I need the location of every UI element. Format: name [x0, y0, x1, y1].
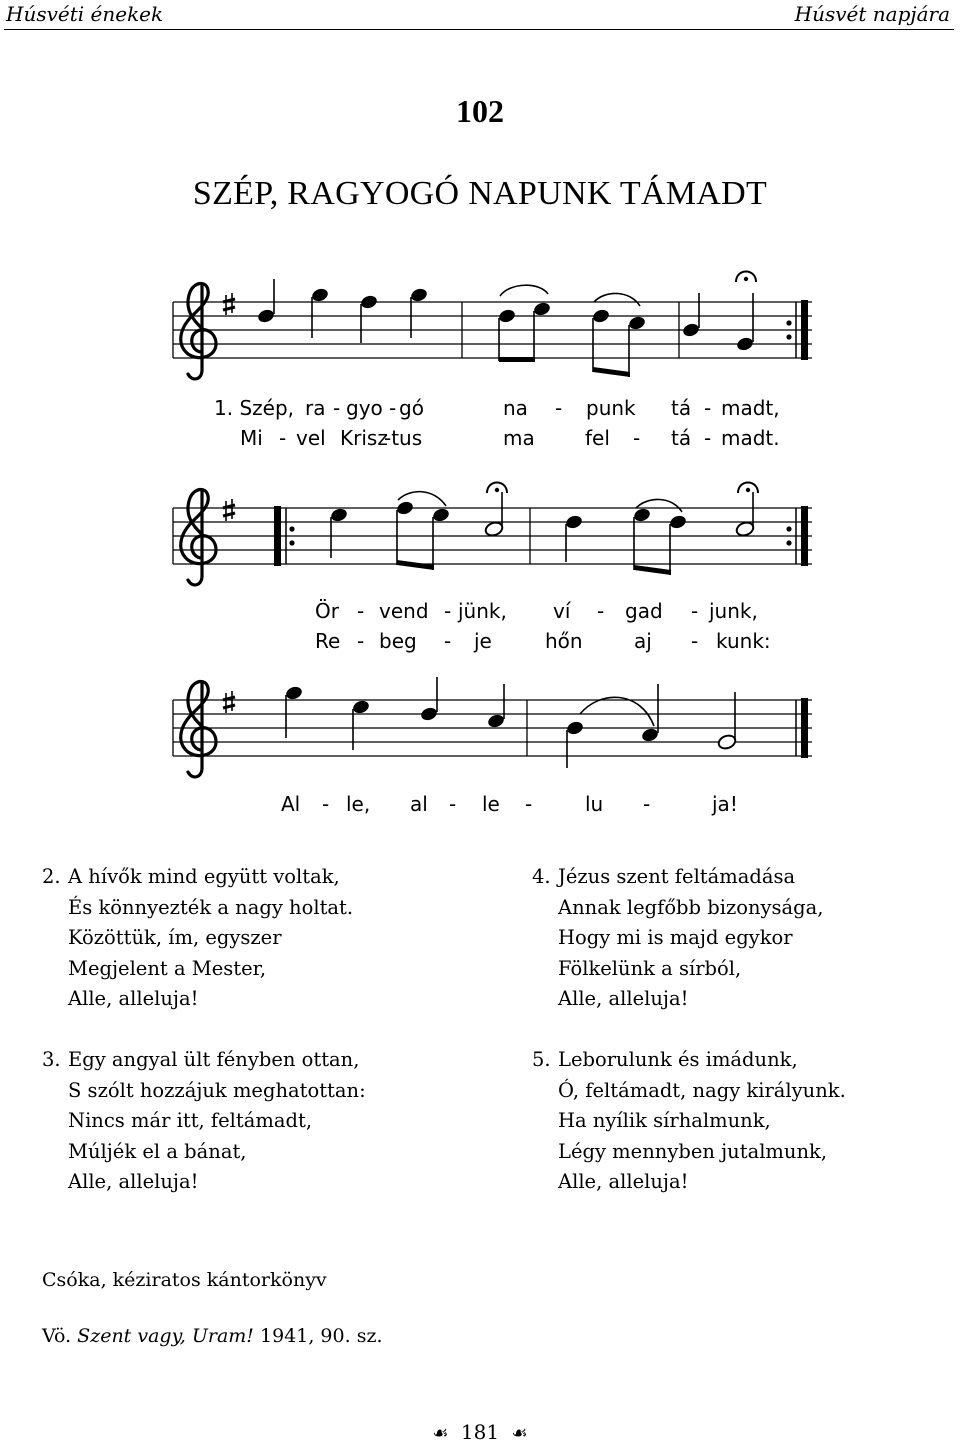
lyric-syllable: -: [597, 599, 605, 623]
lyric-syllable: le,: [346, 792, 371, 816]
verse-line: Nincs már itt, feltámadt,: [68, 1109, 313, 1133]
verse-line: Ó, feltámadt, nagy királyunk.: [558, 1078, 846, 1102]
lyric-syllable: hőn: [545, 629, 583, 653]
verse-2: [42, 862, 354, 1015]
lyric-syllable: na: [503, 396, 528, 420]
lyric-syllable: al: [410, 792, 428, 816]
lyric-syllable: beg: [379, 629, 417, 653]
page-footer: [0, 1420, 960, 1444]
lyric-syllable: -tus: [384, 426, 423, 450]
ornament-icon: ☙: [511, 1423, 528, 1444]
verse-number: 2.: [42, 865, 61, 888]
lyric-syllable: -: [691, 599, 699, 623]
lyric-syllable: junk,: [709, 599, 758, 623]
lyric-syllable: madt.: [721, 426, 780, 450]
lyric-syllable: gyo: [346, 396, 383, 420]
lyric-syllable: -: [279, 426, 287, 450]
lyric-syllable: -: [357, 629, 365, 653]
verse-line: Annak legfőbb bizonysága,: [558, 895, 824, 919]
verse-line: Közöttük, ím, egyszer: [68, 926, 282, 950]
reference-note: [42, 1325, 383, 1347]
lyric-syllable: Re: [315, 629, 341, 653]
lyric-syllable: vend: [379, 599, 429, 623]
verse-line: A hívők mind együtt voltak,: [68, 865, 340, 888]
verse-line: Egy angyal ült fényben ottan,: [68, 1048, 360, 1071]
lyric-syllable: ra: [305, 396, 326, 420]
verse-line: Hogy mi is majd egykor: [558, 926, 793, 950]
lyric-syllable: ma: [503, 426, 535, 450]
running-header-left: Húsvéti énekek: [6, 2, 164, 26]
lyric-syllable: -: [633, 426, 641, 450]
verse-line: Leborulunk és imádunk,: [558, 1048, 798, 1071]
verse-4: [532, 862, 824, 1015]
lyric-syllable: gad: [625, 599, 663, 623]
lyric-syllable: ví: [553, 599, 571, 623]
verse-line: S szólt hozzájuk meghatottan:: [68, 1078, 366, 1102]
lyric-syllable: madt,: [721, 396, 780, 420]
running-header-right: Húsvét napjára: [794, 2, 950, 26]
lyric-syllable: kunk:: [716, 629, 771, 653]
lyric-syllable: -: [643, 792, 651, 816]
lyric-syllable: -: [322, 792, 330, 816]
reference-suffix: 1941, 90. sz.: [260, 1325, 383, 1347]
verse-number: 5.: [532, 1048, 551, 1071]
lyric-syllable: -: [357, 599, 365, 623]
verse-line: Megjelent a Mester,: [68, 956, 267, 980]
reference-title: Szent vagy, Uram!: [77, 1325, 254, 1347]
page-number: 181: [460, 1420, 500, 1444]
verse-line: Jézus szent feltámadása: [558, 865, 796, 888]
verse-line: Alle, alleluja!: [68, 987, 199, 1011]
lyric-syllable: -: [444, 629, 452, 653]
lyric-syllable: tá: [671, 396, 692, 420]
lyric-syllable: tá: [671, 426, 692, 450]
lyric-syllable: -: [704, 396, 712, 420]
staff-1: [173, 272, 812, 379]
ornament-icon: ☙: [432, 1423, 449, 1444]
lyric-syllable: ja!: [712, 792, 738, 816]
reference-prefix: Vö.: [42, 1325, 72, 1347]
lyric-syllable: -: [525, 792, 533, 816]
lyric-syllable: -: [691, 629, 699, 653]
lyric-syllable: punk: [586, 396, 636, 420]
lyric-syllable: -: [389, 396, 397, 420]
lyric-syllable: 1. Szép,: [214, 396, 294, 420]
verse-line: Légy mennyben jutalmunk,: [558, 1139, 828, 1163]
lyric-syllable: -: [449, 792, 457, 816]
lyric-syllable: aj: [634, 629, 652, 653]
lyric-syllable: -: [444, 599, 452, 623]
verse-line: Ha nyílik sírhalmunk,: [558, 1109, 771, 1133]
verse-line: Alle, alleluja!: [558, 1170, 689, 1194]
verse-5: [532, 1045, 846, 1198]
verse-number: 3.: [42, 1048, 61, 1071]
verse-3: [42, 1045, 366, 1198]
lyric-syllable: Krisz: [340, 426, 388, 450]
hymn-number: 102: [456, 93, 504, 129]
lyric-syllable: Mi: [240, 426, 263, 450]
lyric-syllable: fel: [585, 426, 610, 450]
staff-3: [173, 677, 812, 777]
verse-number: 4.: [532, 865, 551, 888]
source-note: Csóka, kéziratos kántorkönyv: [42, 1269, 327, 1291]
verse-line: Alle, alleluja!: [558, 987, 689, 1011]
lyric-syllable: gó: [399, 396, 424, 420]
lyric-syllable: -: [555, 396, 563, 420]
verse-line: Alle, alleluja!: [68, 1170, 199, 1194]
lyric-syllable: Ör: [315, 599, 339, 623]
lyric-syllable: jünk,: [458, 599, 507, 623]
lyric-syllable: Al: [281, 792, 301, 816]
verse-line: Fölkelünk a sírból,: [558, 956, 742, 980]
verse-line: És könnyezték a nagy holtat.: [68, 895, 354, 919]
staff-2: [173, 483, 812, 585]
lyric-syllable: -: [704, 426, 712, 450]
hymn-title: SZÉP, RAGYOGÓ NAPUNK TÁMADT: [192, 175, 768, 212]
lyric-syllable: lu: [585, 792, 604, 816]
lyric-syllable: je: [474, 629, 492, 653]
verse-line: Múljék el a bánat,: [68, 1139, 247, 1163]
lyric-syllable: -: [333, 396, 341, 420]
lyric-syllable: le: [482, 792, 500, 816]
lyric-syllable: vel: [296, 426, 326, 450]
